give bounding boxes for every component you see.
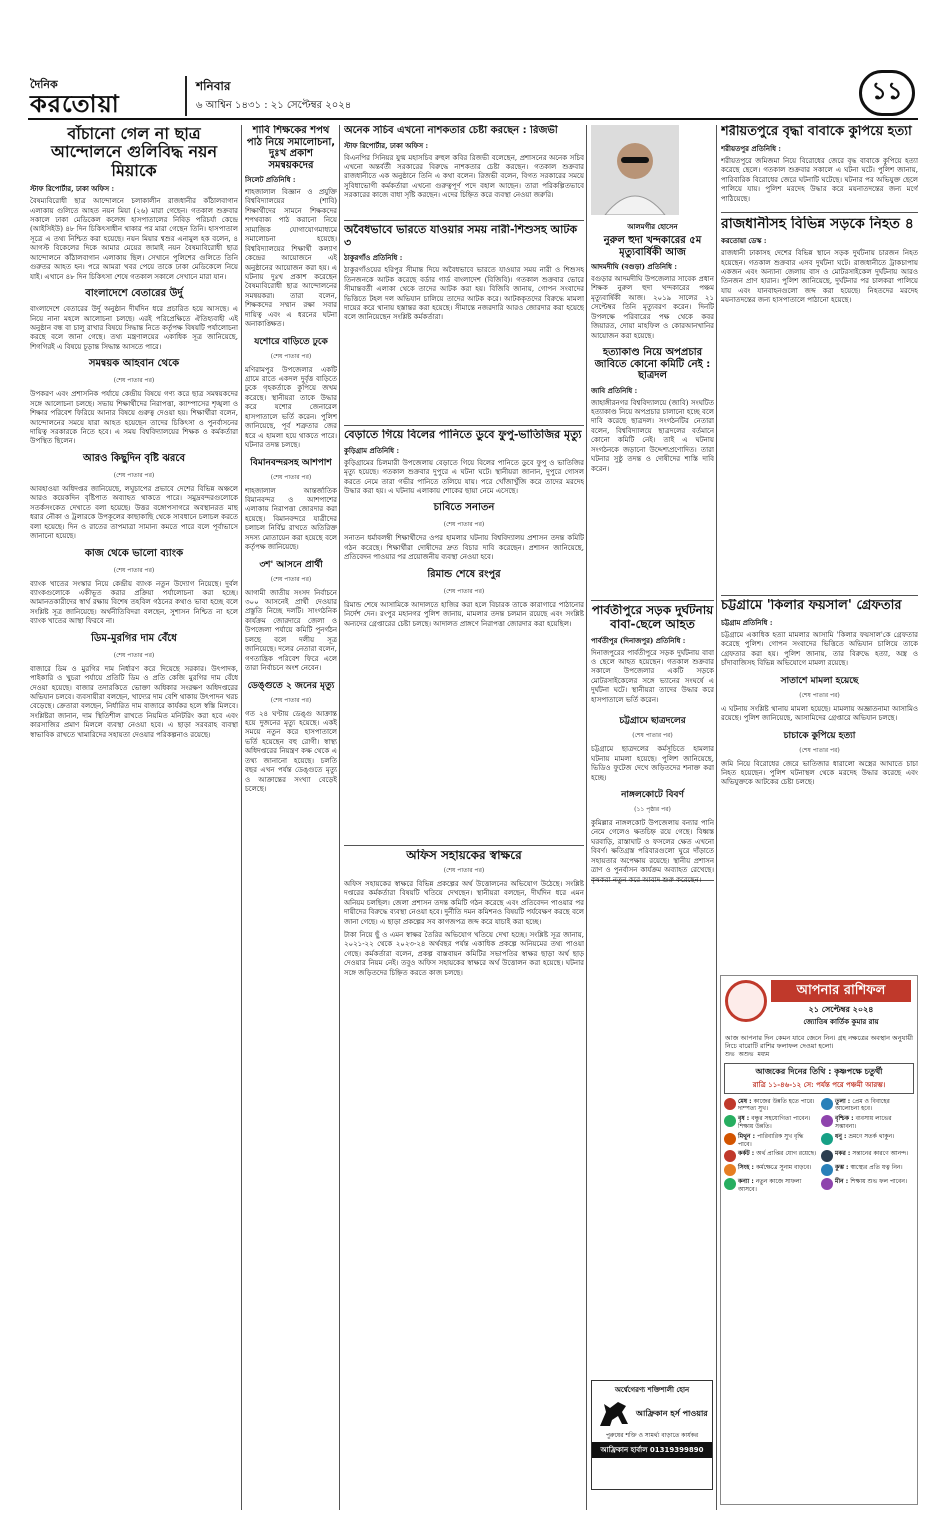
zodiac-sign-item (724, 1098, 817, 1114)
issue-date: ৬ আশ্বিন ১৪৩১ : ২১ সেপ্টেম্বর ২০২৪ (196, 100, 352, 111)
zodiac-sign-text: ভ্রমণে সতর্ক থাকুন। (848, 1132, 895, 1140)
byline: পার্বতীপুর (দিনাজপুর) প্রতিনিধি : (591, 635, 686, 645)
zodiac-sign-item (821, 1133, 914, 1149)
masthead-rule (28, 118, 918, 120)
subheadline: চাবিতে সনাতন (433, 502, 495, 514)
zodiac-sign-item (821, 1115, 914, 1131)
article-body: শাহজালাল বিজ্ঞান ও প্রযুক্তি বিশ্ববিদ্যালয়ের (শাবি) শিক্ষার্থীদের সামনে শিক্ষকদের শপথবাক্য পাঠ করানো নিয়ে সামাজিক যোগাযোগমাধ্যমে সমালোচনা হয়েছে। বিশ্ববিদ্যালয়ের শিক্ষার্থী কল্যাণ কেন্দ্রের আয়োজনে এই অনুষ্ঠানের আয়োজন করা হয়। এ ঘটনায় দুঃখ প্রকাশ করেছেন বৈষম্যবিরোধী ছাত্র আন্দোলনের সমন্বয়করা। তারা বলেন, শিক্ষকদের সম্মান রক্ষা সবার দায়িত্ব এবং এ ধরনের ঘটনা অনাকাঙ্ক্ষিত। (245, 188, 337, 329)
article-body: ব্যাংক খাতের সংস্কার নিয়ে কেন্দ্রীয় ব্যাংক নতুন উদ্যোগ নিয়েছে। দুর্বল ব্যাংকগুলোকে একীভূত করার প্রক্রিয়া পর্যালোচনা করা হচ্ছে। আমানতকারীদের স্বার্থ রক্ষায় বিশেষ তহবিল গঠনের কথাও ভাবা হচ্ছে বলে সংশ্লিষ্ট সূত্র জানিয়েছে। অর্থনীতিবিদরা বলছেন, সুশাসন নিশ্চিত না হলে ব্যাংক খাতের আস্থা ফিরবে না। (30, 579, 238, 626)
article-body: আগামী জাতীয় সংসদ নির্বাচনে ৩০০ আসনেই প্রার্থী দেওয়ার প্রস্তুতি নিচ্ছে দলটি। সাংগঠনিক কার্যক্রম জোরদারে জেলা ও উপজেলা পর্যায়ে কমিটি পুনর্গঠন চলছে বলে দলীয় সূত্র জানিয়েছে। দলের নেতারা বলেন, গণতান্ত্রিক পরিবেশ ফিরে এলে তারা নির্বাচনে অংশ নেবেন। (245, 588, 337, 673)
article-student-movement (30, 125, 238, 1510)
byline: আদমদীঘি (বগুড়া) প্রতিনিধি : (591, 262, 677, 271)
article-body: জমি নিয়ে বিরোধের জেরে ভাতিজার ধারালো অস্ত্রের আঘাতে চাচা নিহত হয়েছেন। পুলিশ ঘটনাস্থল থেকে মরদেহ উদ্ধার করেছে এবং অভিযুক্তকে আটকের চেষ্টা চলছে। (721, 759, 918, 787)
zodiac-sign-item (821, 1098, 914, 1114)
subheadline: ডিম-মুরগির দাম বেঁধে (91, 632, 177, 644)
article-body: সনাতন ধর্মাবলম্বী শিক্ষার্থীদের ওপর হামলার ঘটনায় বিশ্ববিদ্যালয় প্রশাসন তদন্ত কমিটি গঠন করেছে। শিক্ষার্থীরা দোষীদের দ্রুত বিচার দাবি করেছেন। প্রশাসন জানিয়েছে, প্রতিবেদন পাওয়ার পর প্রয়োজনীয় ব্যবস্থা নেওয়া হবে। (344, 534, 584, 562)
zodiac-sign-icon (724, 1115, 736, 1127)
ad-brand: আফ্রিকান হর্স পাওয়ার (636, 1409, 708, 1418)
article-shabi-teacher (245, 125, 337, 1510)
zodiac-sign-name: সিংহ : (738, 1164, 756, 1172)
row-divider (344, 845, 584, 846)
row-divider (591, 600, 714, 601)
zodiac-sign-icon (724, 1164, 736, 1176)
zodiac-sign-item (724, 1150, 817, 1162)
zodiac-sign-icon (724, 1098, 736, 1110)
continuation-note: (শেষ পাতার পর) (443, 521, 485, 529)
zodiac-sign-icon (821, 1178, 833, 1190)
subheadline: বাংলাদেশে বেতারের উর্দু (85, 288, 183, 300)
row-divider (721, 595, 918, 596)
zodiac-sign-text: ব্যবসায় লাভের সম্ভাবনা। (835, 1115, 892, 1131)
zodiac-sign-name: মীন : (835, 1178, 851, 1186)
headline: রাজধানীসহ বিভিন্ন সড়কে নিহত ৪ (721, 216, 914, 232)
zodiac-sign-item (724, 1133, 817, 1149)
subheadline: সাতাশে মামলা হয়েছে (780, 675, 859, 686)
continuation-note: (শেষ পাতার পর) (270, 352, 312, 360)
byline: স্টাফ রিপোর্টার, ঢাকা অফিস : (30, 184, 115, 194)
article-body: গত ২৪ ঘণ্টায় ডেঙ্গু আক্রান্ত হয়ে দুজনের মৃত্যু হয়েছে। একই সময়ে নতুন করে হাসপাতালে ভর্তি হয়েছেন বহু রোগী। স্বাস্থ্য অধিদপ্তরের নিয়ন্ত্রণ কক্ষ থেকে এ তথ্য জানানো হয়েছে। চলতি বছর এখন পর্যন্ত ডেঙ্গুতে মৃত্যু ও আক্রান্তের সংখ্যা বেড়েই চলেছে। (245, 709, 337, 793)
continuation-note: (শেষ পাতার পর) (443, 866, 485, 874)
zodiac-sign-name: বৃষ : (738, 1115, 752, 1123)
zodiac-sign-item (821, 1164, 914, 1176)
zodiac-sign-name: বৃশ্চিক : (835, 1115, 856, 1123)
byline: কুড়িগ্রাম প্রতিনিধি : (344, 445, 400, 455)
headline: অফিস সহায়কের স্বাক্ষরে (406, 849, 522, 862)
photo-caption: আলমগীর হোসেন (627, 222, 678, 231)
column-divider (586, 125, 587, 1510)
article-body: চট্টগ্রামে ছাত্রদলের কর্মসূচিতে হামলার ঘটনায় মামলা হয়েছে। পুলিশ জানিয়েছে, ভিডিও ফুটেজ দেখে জড়িতদের শনাক্ত করা হচ্ছে। (591, 745, 714, 782)
zodiac-sign-text: কাজের উন্নতি হতে পারে। দাম্পত্য সুখ। (738, 1097, 815, 1113)
portrait-photo (591, 125, 679, 215)
subheadline: চট্টগ্রামে ছাত্রদলের (619, 716, 686, 727)
zodiac-sign-icon (724, 1150, 736, 1162)
headline: নুরুল হুদা খন্দকারের ৫ম মৃত্যুবার্ষিকী আজ (603, 235, 702, 258)
subheadline: বিমানবন্দরসহ আশপাশ (250, 457, 332, 468)
tithi-box (724, 1063, 914, 1094)
zodiac-sign-text: স্বাস্থ্যের প্রতি যত্ন নিন। (850, 1164, 903, 1172)
horoscope-title: আপনার রাশিফল (771, 980, 911, 1002)
article-road-accidents (721, 216, 918, 592)
headline: বাঁচানো গেল না ছাত্র আন্দোলনে গুলিবিদ্ধ নয়ন মিয়াকে (50, 125, 218, 180)
zodiac-sign-icon (821, 1164, 833, 1176)
zodiac-sign-item (821, 1178, 914, 1194)
legend-item: অশুভ (738, 1050, 754, 1058)
subheadline: ডেঙ্গুতে ২ জনের মৃত্যু (247, 680, 335, 691)
article-body: বৈষম্যবিরোধী ছাত্র আন্দোলনে চলাকালীন রাজধানীর কাঁঠালবাগান এলাকায় গুলিতে আহত নয়ন মিয়া (২৬) মারা গেছেন। গতকাল শুক্রবার সকালে ঢাকা মেডিকেল কলেজ হাসপাতালের নিবিড় পরিচর্যা কেন্দ্রে (আইসিইউ) ৪৮ দিন চিকিৎসাধীন থাকার পর মারা গেছেন তিনি। হাসপাতাল সূত্রে এ তথ্য নিশ্চিত করা হয়েছে। নয়ন মিয়ার শ্বশুর এনামুল হক বলেন, ৪ আগস্ট বিকেলের দিকে আমার মেয়ের জামাই নয়ন বৈষম্যবিরোধী ছাত্র আন্দোলনে কাঁঠালবাগান এলাকায় ছিল। সেখানে পুলিশের গুলিতে তিনি গুরুতর আহত হন। পরে আমরা খবর পেয়ে তাকে ঢাকা মেডিকেলে নিয়ে যাই। এখানে ৪৮ দিন চিকিৎসা শেষে গতকাল সকালে সেখানে মারা যান। (30, 197, 238, 281)
ad-phone: আফ্রিকান হার্বাল 01319399890 (592, 1442, 712, 1458)
zodiac-sign-icon (821, 1133, 833, 1145)
article-border-arrest (344, 224, 584, 422)
zodiac-sign-item (724, 1178, 817, 1194)
continuation-note: (শেষ পাতার পর) (270, 575, 312, 583)
continuation-note: (শেষ পাতার পর) (270, 473, 312, 481)
article-body: দিনাজপুরের পার্বতীপুরে সড়ক দুর্ঘটনায় বাবা ও ছেলে আহত হয়েছেন। গতকাল শুক্রবার সকালে উপজেলার একটি সড়কে মোটরসাইকেলের সঙ্গে ভ্যানের সংঘর্ষে এ দুর্ঘটনা ঘটে। স্থানীয়রা তাদের উদ্ধার করে হাসপাতালে ভর্তি করেন। (591, 648, 714, 704)
article-body: কুড়িগ্রামের চিলমারী উপজেলায় বেড়াতে গিয়ে বিলের পানিতে ডুবে ফুপু ও ভাতিজির মৃত্যু হয়েছে। গতকাল শুক্রবার দুপুরে এ ঘটনা ঘটে। স্থানীয়রা জানান, দুপুরে গোসল করতে নেমে তারা গভীর পানিতে তলিয়ে যায়। পরে খোঁজাখুঁজি করে তাদের মরদেহ উদ্ধার করা হয়। এ ঘটনায় এলাকায় শোকের ছায়া নেমে এসেছে। (344, 458, 584, 495)
headline: পার্বতীপুরে সড়ক দুর্ঘটনায় বাবা-ছেলে আহত (591, 604, 714, 631)
subheadline: সমন্বয়ক আহবান থেকে (88, 358, 180, 370)
zodiac-sign-text: পারিবারিক সুখ বৃদ্ধি পাবে। (738, 1132, 804, 1148)
article-rizvi (344, 125, 584, 218)
horoscope-intro: আজ আপনার দিন কেমন যাবে জেনে নিন। গ্রহ নক্ষত্রের অবস্থান অনুযায়ী নিচে বারোটি রাশির ফলাফল দেওয়া হলো। (725, 1034, 913, 1051)
zodiac-sign-name: ধনু : (835, 1132, 849, 1140)
zodiac-sign-item (724, 1115, 817, 1131)
continuation-note: (শেষ পাতার পর) (113, 651, 155, 659)
article-office-assistant (344, 849, 584, 1509)
byline: স্টাফ রিপোর্টার, ঢাকা অফিস : (344, 140, 429, 150)
zodiac-sign-text: প্রেম ও বিবাহের আলোচনা হবে। (835, 1097, 890, 1113)
zodiac-sign-name: কর্কট : (738, 1150, 757, 1158)
article-body: রাজধানী ঢাকাসহ দেশের বিভিন্ন স্থানে সড়ক দুর্ঘটনায় চারজন নিহত হয়েছেন। গতকাল শুক্রবার এসব দুর্ঘটনা ঘটে। রাজধানীতে ট্রাকচাপায় একজন এবং অন্যান্য জেলায় বাস ও মোটরসাইকেল দুর্ঘটনায় আরও তিনজন প্রাণ হারান। পুলিশ জানিয়েছে, দুর্ঘটনার পর চালকরা পালিয়ে যায় এবং যানবাহনগুলো জব্দ করা হয়েছে। নিহতদের মরদেহ ময়নাতদন্তের জন্য হাসপাতালে পাঠানো হয়েছে। (721, 249, 918, 305)
zodiac-sign-icon (821, 1150, 833, 1162)
article-drowning (344, 429, 584, 841)
row-divider (721, 212, 918, 213)
headline: শাবি শিক্ষকের শপথ পাঠ নিয়ে সমালোচনা, দুঃখ প্রকাশ সমন্বয়কদের (246, 125, 336, 171)
continuation-note: (শেষ পাতার পর) (113, 566, 155, 574)
zodiac-sign-name: মিথুন : (738, 1132, 758, 1140)
zodiac-sign-icon (724, 1133, 736, 1145)
newspaper-logo: করতোয়া (30, 90, 120, 118)
tithi-time: রাত্রি ১১-৪৬-১২ সে: পর্যন্ত পরে পঞ্চমী আরম্ভ। (752, 1079, 886, 1089)
zodiac-wheel-icon (725, 980, 767, 1022)
article-body: বাজারে ডিম ও মুরগির দাম নির্ধারণ করে দিয়েছে সরকার। উৎপাদক, পাইকারি ও খুচরা পর্যায়ে প্রতিটি ডিম ও প্রতি কেজি মুরগির দাম বেঁধে দেওয়া হয়েছে। বাজার তদারকিতে ভোক্তা অধিকার সংরক্ষণ অধিদপ্তরের অভিযান চলবে। ব্যবসায়ীরা বলছেন, খাদ্যের দাম বেশি থাকায় উৎপাদন খরচ বেড়েছে। ক্রেতারা বলছেন, নির্ধারিত দাম বাজারে কার্যকর হলে স্বস্তি মিলবে। সংশ্লিষ্টরা জানান, দাম স্থিতিশীল রাখতে নিয়মিত মনিটরিং করা হবে এবং কারসাজির প্রমাণ মিললে ব্যবস্থা নেওয়া হবে। এ ছাড়া সরবরাহ ব্যবস্থা স্বাভাবিক রাখতে খামারিদের সহায়তা দেওয়ার পরিকল্পনাও রয়েছে। (30, 664, 238, 739)
article-body: টাকা নিয়ে ছুঁ ও এমন স্বাক্ষর তৈরির অভিযোগ খতিয়ে দেখা হচ্ছে। সংশ্লিষ্ট সূত্র জানায়, ২০২১-২২ থেকে ২০২৩-২৪ অর্থবছর পর্যন্ত একাধিক প্রকল্পে অনিয়মের তথ্য পাওয়া গেছে। কর্মকর্তারা বলেন, প্রকল্প বাস্তবায়ন কমিটির সভাপতির স্বাক্ষর ছাড়া অর্থ ছাড় দেওয়ার নিয়ম নেই। তবুও অফিস সহায়কের স্বাক্ষরে অর্থ উত্তোলন করা হয়েছে। ঘটনার সঙ্গে জড়িতদের চিহ্নিত করতে কাজ চলছে। (344, 930, 584, 977)
column-divider (339, 125, 340, 1510)
zodiac-sign-name: মকর : (835, 1150, 853, 1158)
article-body: উপকরণ এবং প্রশাসনিক পর্যায়ে কেন্দ্রীয় বিষয়ে গণ্য করে ছাত্র সমন্বয়কদের সঙ্গে আলোচনা চলছে। সভায় শিক্ষার্থীদের নিরাপত্তা, ক্যাম্পাসের শৃঙ্খলা ও শিক্ষার পরিবেশ ফিরিয়ে আনার বিষয়ে গুরুত্ব দেওয়া হয়। শিক্ষার্থীরা বলেন, আন্দোলনের সময়ে যারা আহত হয়েছেন তাদের চিকিৎসা ও পুনর্বাসনের দায়িত্ব সরকারকে নিতে হবে। এ সময় বিশ্ববিদ্যালয়ের শিক্ষক ও কর্মকর্তারা উপস্থিত ছিলেন। (30, 390, 238, 446)
zodiac-sign-text: নতুন কাজে সাফল্য আসবে। (738, 1178, 802, 1194)
byline: শরীয়তপুর প্রতিনিধি : (721, 143, 782, 153)
zodiac-sign-icon (821, 1115, 833, 1127)
continuation-note: (শেষ পাতার পর) (799, 691, 840, 699)
tithi-title: আজকের দিনের তিথি : কৃষ্ণপক্ষে চতুর্থী (755, 1066, 883, 1076)
article-body: শরীয়তপুরে জমিজমা নিয়ে বিরোধের জেরে বৃদ্ধ বাবাকে কুপিয়ে হত্যা করেছে ছেলে। গতকাল শুক্রবার সকালে এ ঘটনা ঘটে। পুলিশ জানায়, পারিবারিক বিরোধের জেরে ঘটনাটি ঘটেছে। ঘটনার পর অভিযুক্ত ছেলে পালিয়ে যায়। পুলিশ মরদেহ উদ্ধার করে ময়নাতদন্তের জন্য মর্গে পাঠিয়েছে। (721, 156, 918, 203)
headline: হত্যাকাণ্ড নিয়ে অপপ্রচার জাবিতে কোনো কমিটি নেই : ছাত্রদল (594, 347, 711, 382)
horoscope-box (720, 975, 918, 1505)
zodiac-sign-item (724, 1164, 817, 1176)
page-number: ১১ (859, 70, 915, 116)
horoscope-author: জ্যোতিষ কার্তিক কুমার রায় (803, 1017, 879, 1026)
article-body: বগুড়ার আদমদীঘি উপজেলার সাবেক প্রধান শিক্ষক নুরুল হুদা খন্দকারের পঞ্চম মৃত্যুবার্ষিকী আজ। ২০১৯ সালের ২১ সেপ্টেম্বর তিনি মৃত্যুবরণ করেন। দিনটি উপলক্ষে পরিবারের পক্ষ থেকে কবর জিয়ারত, দোয়া মাহফিল ও কোরআনখানির আয়োজন করা হয়েছে। (591, 275, 714, 340)
subheadline: যশোরে বাড়িতে ঢুকে (254, 336, 328, 347)
headline: চট্টগ্রামে 'কিলার ফয়সাল' গ্রেফতার (721, 599, 902, 613)
legend-item: মধ্যম (757, 1050, 770, 1058)
zodiac-sign-text: বন্ধুর সহযোগিতা পাবেন। শিক্ষায় উন্নতি। (738, 1115, 811, 1131)
zodiac-sign-item (821, 1150, 914, 1162)
zodiac-sign-icon (724, 1178, 736, 1190)
byline: চট্টগ্রাম প্রতিনিধি : (721, 617, 773, 627)
portrait-caption-area (684, 125, 714, 215)
continuation-note: (শেষ পাতার পর) (113, 471, 155, 479)
zodiac-sign-text: কর্মক্ষেত্রে সুনাম বাড়বে। (756, 1164, 812, 1172)
article-parbatipur (591, 604, 714, 1374)
zodiac-sign-text: শিক্ষায় শুভ ফল পাবেন। (850, 1178, 908, 1186)
row-divider (344, 425, 584, 426)
column-divider (241, 125, 242, 1510)
headline: শরীয়তপুরে বৃদ্ধা বাবাকে কুপিয়ে হত্যা (721, 125, 912, 139)
masthead-separator (185, 76, 187, 116)
legend-item: শুভ (725, 1050, 735, 1058)
horoscope-legend (721, 1051, 917, 1059)
article-body: শাহজালাল আন্তর্জাতিক বিমানবন্দর ও আশপাশের এলাকায় নিরাপত্তা জোরদার করা হয়েছে। বিমানবন্দরে যাত্রীদের চলাচল নির্বিঘ্ন রাখতে অতিরিক্ত সদস্য মোতায়েন করা হয়েছে বলে কর্তৃপক্ষ জানিয়েছে। (245, 486, 337, 552)
article-body: অফিস সহায়কের স্বাক্ষরে বিভিন্ন প্রকল্পের অর্থ উত্তোলনের অভিযোগ উঠেছে। সংশ্লিষ্ট দপ্তরের কর্মকর্তারা বিষয়টি খতিয়ে দেখছেন। স্থানীয়রা বলছেন, দীর্ঘদিন ধরে এমন অনিয়ম চলছিল। জেলা প্রশাসন তদন্ত কমিটি গঠন করেছে এবং প্রতিবেদন পাওয়ার পর দায়ীদের বিরুদ্ধে ব্যবস্থা নেওয়া হবে। দুর্নীতি দমন কমিশনও বিষয়টি পর্যবেক্ষণ করছে বলে জানা গেছে। এ ছাড়া প্রকল্পের সব কাগজপত্র জব্দ করে যাচাই করা হচ্ছে। (344, 879, 584, 926)
zodiac-sign-text: সন্তানের কারণে আনন্দ। (852, 1150, 909, 1158)
article-body: রিমান্ড শেষে আসামিকে আদালতে হাজির করা হলে বিচারক তাকে কারাগারে পাঠানোর নির্দেশ দেন। রংপুর মহানগর পুলিশ জানায়, মামলার তদন্ত চলমান রয়েছে এবং সংশ্লিষ্ট অন্যদের গ্রেপ্তারের চেষ্টা চলছে। আদালত প্রাঙ্গণে নিরাপত্তা জোরদার করা হয়েছিল। (344, 600, 584, 628)
subheadline: নাঙ্গলকোটে বিবর্ণ (621, 789, 684, 800)
headline: বেড়াতে গিয়ে বিলের পানিতে ডুবে ফুপু-ভাতিজির মৃত্যু (344, 429, 582, 441)
continuation-note: (শেষ পাতার পর) (632, 732, 673, 740)
horse-icon (596, 1398, 632, 1428)
zodiac-sign-name: মেষ : (738, 1097, 754, 1105)
column-divider (716, 125, 717, 1510)
ad-description: পুরুষের শক্তি ও সামর্থ্য বাড়াতে কার্যকর (605, 1432, 699, 1439)
article-body: বিএনপির সিনিয়র যুগ্ম মহাসচিব রুহুল কবির রিজভী বলেছেন, প্রশাসনের অনেক সচিব এখনো অন্তর্বর্তী সরকারের বিরুদ্ধে নাশকতার চেষ্টা করছেন। গতকাল শুক্রবার রাজধানীতে এক অনুষ্ঠানে তিনি এ কথা বলেন। রিজভী বলেন, বিগত সরকারের সময়ে সুবিধাভোগী কর্মকর্তারা এখনো গুরুত্বপূর্ণ পদে বহাল আছেন। তারা পরিকল্পিতভাবে সরকারের কাজে বাধা সৃষ্টি করছেন। এদের চিহ্নিত করে ব্যবস্থা নেওয়া জরুরি। (344, 153, 584, 200)
issue-day: শনিবার (196, 79, 231, 93)
masthead (0, 0, 945, 120)
article-body: বাংলাদেশে বেতারের উর্দু অনুষ্ঠান দীর্ঘদিন ধরে প্রচারিত হয়ে আসছে। এ নিয়ে নানা মহলে আলোচনা চলছে। এরই পরিপ্রেক্ষিতে ঐতিহ্যবাহী এই অনুষ্ঠান বন্ধ বা চালু রাখার বিষয়ে সিদ্ধান্ত নিতে কর্তৃপক্ষ বিষয়টি পর্যালোচনা করছে বলে জানা গেছে। তথ্য মন্ত্রণালয়ের একাধিক সূত্র জানিয়েছে, শিগগিরই এ বিষয়ে চূড়ান্ত সিদ্ধান্ত আসতে পারে। (30, 305, 238, 351)
subheadline: রিমান্ড শেষে রংপুর (427, 568, 501, 580)
article-shariatpur (721, 125, 918, 210)
continuation-note: (শেষ পাতার পর) (113, 377, 155, 385)
ad-tagline: অর্শ্বেগেরণ্য শক্তিশালী হোন (614, 1386, 690, 1394)
article-body: কুমিল্লার নাঙ্গলকোট উপজেলায় বন্যার পানি নেমে গেলেও ক্ষতচিহ্ন রয়ে গেছে। বিধ্বস্ত ঘরবাড়ি, রাস্তাঘাট ও ফসলের ক্ষেত এখনো বিবর্ণ। ক্ষতিগ্রস্ত পরিবারগুলো ঘুরে দাঁড়াতে সহায়তার অপেক্ষায় রয়েছে। স্থানীয় প্রশাসন ত্রাণ ও পুনর্বাসন কার্যক্রম অব্যাহত রেখেছে। কৃষকরা নতুন করে আবাদ শুরু করেছেন। (591, 818, 714, 884)
zodiac-sign-name: তুলা : (835, 1097, 853, 1105)
article-body: ঠাকুরগাঁওয়ের হরিপুর সীমান্ত দিয়ে অবৈধভাবে ভারতে যাওয়ার সময় নারী ও শিশুসহ তিনজনকে আটক করেছে বর্ডার গার্ড বাংলাদেশ (বিজিবি)। গতকাল শুক্রবার ভোরে সীমান্তবর্তী এলাকা থেকে তাদের আটক করা হয়। বিজিবি জানায়, গোপন সংবাদের ভিত্তিতে টহল দল অভিযান চালিয়ে তাদের আটক করে। আটককৃতদের বিরুদ্ধে মামলা দায়ের করে থানায় হস্তান্তর করা হয়েছে। সীমান্তে নজরদারি আরও জোরদার করা হয়েছে বলে জানিয়েছেন সংশ্লিষ্ট কর্মকর্তারা। (344, 266, 584, 322)
continuation-note: (শেষ পাতার পর) (443, 587, 485, 595)
zodiac-sign-icon (821, 1098, 833, 1110)
article-body: চট্টগ্রামে একাধিক হত্যা মামলার আসামি 'কিলার ফয়সাল'কে গ্রেফতার করেছে পুলিশ। গোপন সংবাদের ভিত্তিতে অভিযান চালিয়ে তাকে গ্রেফতার করা হয়। পুলিশ জানায়, তার বিরুদ্ধে হত্যা, অস্ত্র ও চাঁদাবাজিসহ বিভিন্ন অভিযোগে মামলা রয়েছে। (721, 630, 918, 668)
advertisement (591, 1380, 713, 1490)
subheadline: চাচাকে কুপিয়ে হত্যা (783, 730, 856, 741)
zodiac-sign-name: কন্যা : (738, 1178, 756, 1186)
subheadline: কাজ থেকে ভালো ব্যাংক (84, 547, 184, 559)
horoscope-date: ২১ সেপ্টেম্বর ২০২৪ (808, 1004, 874, 1014)
headline: অনেক সচিব এখনো নাশকতার চেষ্টা করছেন : রিজভী (344, 125, 558, 136)
article-killer-faisal (721, 599, 918, 971)
headline: অবৈধভাবে ভারতে যাওয়ার সময় নারী-শিশুসহ আটক ৩ (344, 224, 578, 249)
continuation-note: (১১ পৃষ্ঠার পর) (634, 805, 671, 813)
article-body: এ ঘটনায় সংশ্লিষ্ট থানায় মামলা হয়েছে। মামলায় অজ্ঞাতনামা আসামিও রয়েছে। পুলিশ জানিয়েছে, আসামিদের গ্রেপ্তারে অভিযান চলছে। (721, 704, 918, 723)
article-body: জাহাঙ্গীরনগর বিশ্ববিদ্যালয়ে (জাবি) সংঘটিত হত্যাকাণ্ড নিয়ে অপপ্রচার চালানো হচ্ছে বলে দাবি করেছে ছাত্রদল। সংগঠনটির নেতারা বলেন, বিশ্ববিদ্যালয়ে ছাত্রদলের বর্তমানে কোনো কমিটি নেই। তাই এ ঘটনায় সংগঠনকে জড়ানো উদ্দেশ্যপ্রণোদিত। তারা ঘটনার সুষ্ঠু তদন্ত ও দোষীদের শাস্তি দাবি করেন। (591, 398, 714, 473)
article-body: মণিরামপুর উপজেলার একটি গ্রামে রাতে একদল দুর্বৃত্ত বাড়িতে ঢুকে গৃহকর্তাকে কুপিয়ে জখম করেছে। স্থানীয়রা তাকে উদ্ধার করে যশোর জেনারেল হাসপাতালে ভর্তি করেন। পুলিশ জানিয়েছে, পূর্ব শত্রুতার জের ধরে এ হামলা হয়ে থাকতে পারে। ঘটনার তদন্ত চলছে। (245, 365, 337, 450)
zodiac-sign-list (721, 1098, 917, 1194)
article-body: আবহাওয়া অধিদপ্তর জানিয়েছে, লঘুচাপের প্রভাবে দেশের বিভিন্ন অঞ্চলে আরও কয়েকদিন বৃষ্টিপাত অব্যাহত থাকতে পারে। সমুদ্রবন্দরগুলোকে সতর্কসংকেত দেখাতে বলা হয়েছে। উত্তর বঙ্গোপসাগরে অবস্থানরত মাছ ধরার নৌকা ও ট্রলারকে উপকূলের কাছাকাছি থেকে সাবধানে চলাচল করতে বলা হয়েছে। দিন ও রাতের তাপমাত্রা সামান্য কমতে পারে বলে পূর্বাভাসে জানানো হয়েছে। (30, 484, 238, 541)
subheadline: আরও কিছুদিন বৃষ্টি ঝরবে (82, 452, 186, 464)
zodiac-sign-text: অর্থ প্রাপ্তির যোগ রয়েছে। (756, 1150, 817, 1158)
zodiac-sign-name: কুম্ভ : (835, 1164, 851, 1172)
continuation-note: (শেষ পাতার পর) (799, 746, 840, 754)
byline: করতোয়া ডেস্ক : (721, 236, 767, 246)
subheadline: ৩শ' আসনে প্রার্থী (259, 559, 323, 570)
continuation-note: (শেষ পাতার পর) (270, 696, 312, 704)
byline: সিলেট প্রতিনিধি : (245, 175, 296, 184)
row-divider (344, 220, 584, 221)
article-obituary (591, 218, 714, 596)
byline: ঠাকুরগাঁও প্রতিনিধি : (344, 253, 403, 263)
person-portrait-icon (591, 125, 679, 215)
logo-prefix: দৈনিক (30, 78, 58, 91)
byline: জাবি প্রতিনিধি : (591, 385, 638, 395)
